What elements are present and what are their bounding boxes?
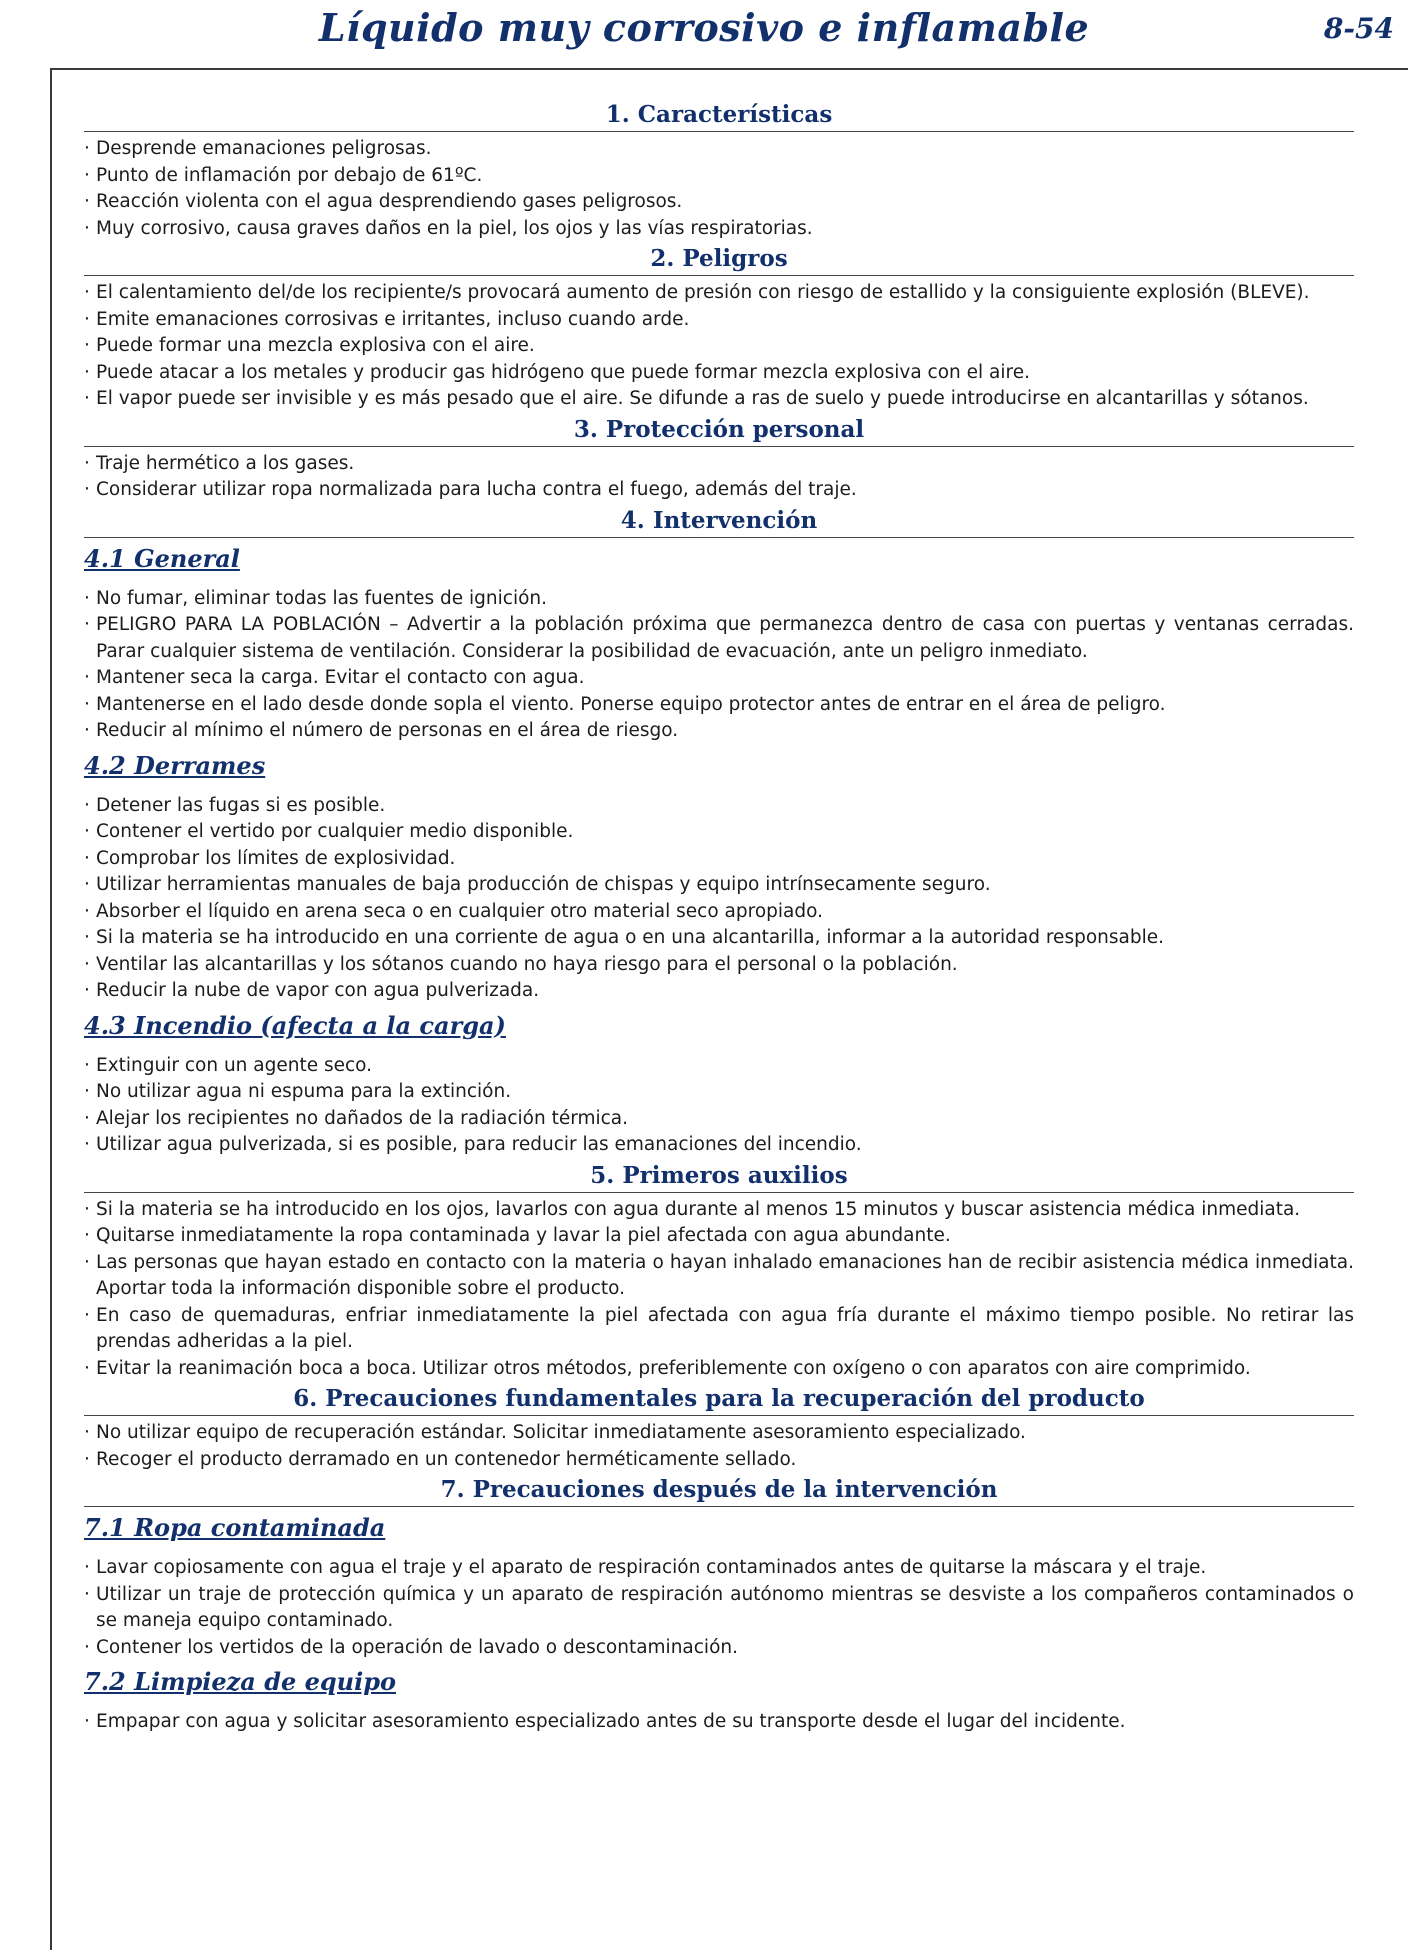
- bullet-list: [84, 136, 1354, 242]
- list-item: · Puede atacar a los metales y producir gas hidrógeno que puede formar mezcla explosiva con el aire.: [84, 360, 1354, 387]
- section-title: 3. Protección personal: [84, 415, 1354, 447]
- bullet-list: [84, 1197, 1354, 1383]
- subsection-title: 4.3 Incendio (afecta a la carga): [84, 1010, 506, 1040]
- page-title: Líquido muy corrosivo e inflamable: [318, 5, 1090, 50]
- bullet-list: [84, 586, 1354, 745]
- list-item: · Traje hermético a los gases.: [84, 451, 1354, 478]
- document-body: [84, 100, 1354, 1738]
- bullet-list: [84, 451, 1354, 504]
- list-item: · Contener el vertido por cualquier medio disponible.: [84, 819, 1354, 846]
- bullet-list: [84, 280, 1354, 413]
- list-item: · El calentamiento del/de los recipiente/s provocará aumento de presión con riesgo de estallido y la consiguiente explosión (BLEVE).: [84, 280, 1354, 307]
- list-item: · Reducir al mínimo el número de personas en el área de riesgo.: [84, 718, 1354, 745]
- section-title: 5. Primeros auxilios: [84, 1161, 1354, 1193]
- bullet-list: [84, 793, 1354, 1005]
- list-item: · El vapor puede ser invisible y es más pesado que el aire. Se difunde a ras de suelo y puede introducirse en alcantarillas y sótanos.: [84, 386, 1354, 413]
- section-3: [84, 415, 1354, 504]
- list-item: · Mantenerse en el lado desde donde sopla el viento. Ponerse equipo protector antes de entrar en el área de peligro.: [84, 692, 1354, 719]
- section-title: 4. Intervención: [84, 506, 1354, 538]
- list-item: · Emite emanaciones corrosivas e irritantes, incluso cuando arde.: [84, 307, 1354, 334]
- list-item: · Las personas que hayan estado en contacto con la materia o hayan inhalado emanaciones han de recibir asistencia médica inmediata. Aportar toda la información disponible sobre el producto.: [84, 1250, 1354, 1303]
- list-item: · Contener los vertidos de la operación de lavado o descontaminación.: [84, 1635, 1354, 1662]
- subsection-title: 4.1 General: [84, 543, 240, 573]
- list-item: · Lavar copiosamente con agua el traje y el aparato de respiración contaminados antes de quitarse la máscara y el traje.: [84, 1555, 1354, 1582]
- list-item: · Ventilar las alcantarillas y los sótanos cuando no haya riesgo para el personal o la población.: [84, 952, 1354, 979]
- list-item: · No fumar, eliminar todas las fuentes de ignición.: [84, 586, 1354, 613]
- list-item: · Punto de inflamación por debajo de 61ºC.: [84, 163, 1354, 190]
- list-item: · Utilizar herramientas manuales de baja producción de chispas y equipo intrínsecamente seguro.: [84, 872, 1354, 899]
- bullet-list: [84, 1053, 1354, 1159]
- list-item: · Muy corrosivo, causa graves daños en la piel, los ojos y las vías respiratorias.: [84, 216, 1354, 243]
- subsection-title: 7.2 Limpieza de equipo: [84, 1667, 397, 1696]
- section-1: [84, 100, 1354, 242]
- list-item: · Considerar utilizar ropa normalizada para lucha contra el fuego, además del traje.: [84, 477, 1354, 504]
- list-item: · Extinguir con un agente seco.: [84, 1053, 1354, 1080]
- list-item: · Mantener seca la carga. Evitar el contacto con agua.: [84, 665, 1354, 692]
- list-item: · Alejar los recipientes no dañados de la radiación térmica.: [84, 1106, 1354, 1133]
- section-5: [84, 1161, 1354, 1383]
- list-item: · Reducir la nube de vapor con agua pulverizada.: [84, 978, 1354, 1005]
- bullet-list: [84, 1555, 1354, 1661]
- list-item: · Reacción violenta con el agua desprendiendo gases peligrosos.: [84, 189, 1354, 216]
- list-item: · Desprende emanaciones peligrosas.: [84, 136, 1354, 163]
- list-item: · No utilizar agua ni espuma para la extinción.: [84, 1079, 1354, 1106]
- list-item: · Comprobar los límites de explosividad.: [84, 846, 1354, 873]
- subsection-title: 7.1 Ropa contaminada: [84, 1513, 386, 1542]
- list-item: · En caso de quemaduras, enfriar inmediatamente la piel afectada con agua fría durante el máximo tiempo posible. No retirar las prendas adheridas a la piel.: [84, 1303, 1354, 1356]
- list-item: · Utilizar agua pulverizada, si es posible, para reducir las emanaciones del incendio.: [84, 1132, 1354, 1159]
- list-item: · PELIGRO PARA LA POBLACIÓN – Advertir a la población próxima que permanezca dentro de casa con puertas y ventanas cerradas. Parar cualquier sistema de ventilación. Considerar la posibilidad de evacuación, ante un peligro inmediato.: [84, 612, 1354, 665]
- list-item: · Utilizar un traje de protección química y un aparato de respiración autónomo mientras se desviste a los compañeros contaminados o se maneja equipo contaminado.: [84, 1582, 1354, 1635]
- list-item: · Recoger el producto derramado en un contenedor herméticamente sellado.: [84, 1447, 1354, 1474]
- list-item: · Si la materia se ha introducido en los ojos, lavarlos con agua durante al menos 15 minutos y buscar asistencia médica inmediata.: [84, 1197, 1354, 1224]
- bullet-list: [84, 1420, 1354, 1473]
- section-title: 7. Precauciones después de la intervención: [84, 1475, 1354, 1507]
- subsection-title: 4.2 Derrames: [84, 750, 266, 780]
- section-6: [84, 1384, 1354, 1473]
- list-item: · Puede formar una mezcla explosiva con el aire.: [84, 333, 1354, 360]
- section-2: [84, 244, 1354, 413]
- list-item: · Si la materia se ha introducido en una corriente de agua o en una alcantarilla, informar a la autoridad responsable.: [84, 925, 1354, 952]
- section-title: 2. Peligros: [84, 244, 1354, 276]
- page-number: 8-54: [1323, 12, 1394, 45]
- section-4: [84, 506, 1354, 1159]
- bullet-list: [84, 1709, 1354, 1736]
- list-item: · Quitarse inmediatamente la ropa contaminada y lavar la piel afectada con agua abundante.: [84, 1223, 1354, 1250]
- section-title: 6. Precauciones fundamentales para la recuperación del producto: [84, 1384, 1354, 1416]
- section-title: 1. Características: [84, 100, 1354, 132]
- section-7: [84, 1475, 1354, 1736]
- list-item: · Empapar con agua y solicitar asesoramiento especializado antes de su transporte desde el lugar del incidente.: [84, 1709, 1354, 1736]
- list-item: · Absorber el líquido en arena seca o en cualquier otro material seco apropiado.: [84, 899, 1354, 926]
- list-item: · Detener las fugas si es posible.: [84, 793, 1354, 820]
- list-item: · No utilizar equipo de recuperación estándar. Solicitar inmediatamente asesoramiento especializado.: [84, 1420, 1354, 1447]
- list-item: · Evitar la reanimación boca a boca. Utilizar otros métodos, preferiblemente con oxígeno o con aparatos con aire comprimido.: [84, 1356, 1354, 1383]
